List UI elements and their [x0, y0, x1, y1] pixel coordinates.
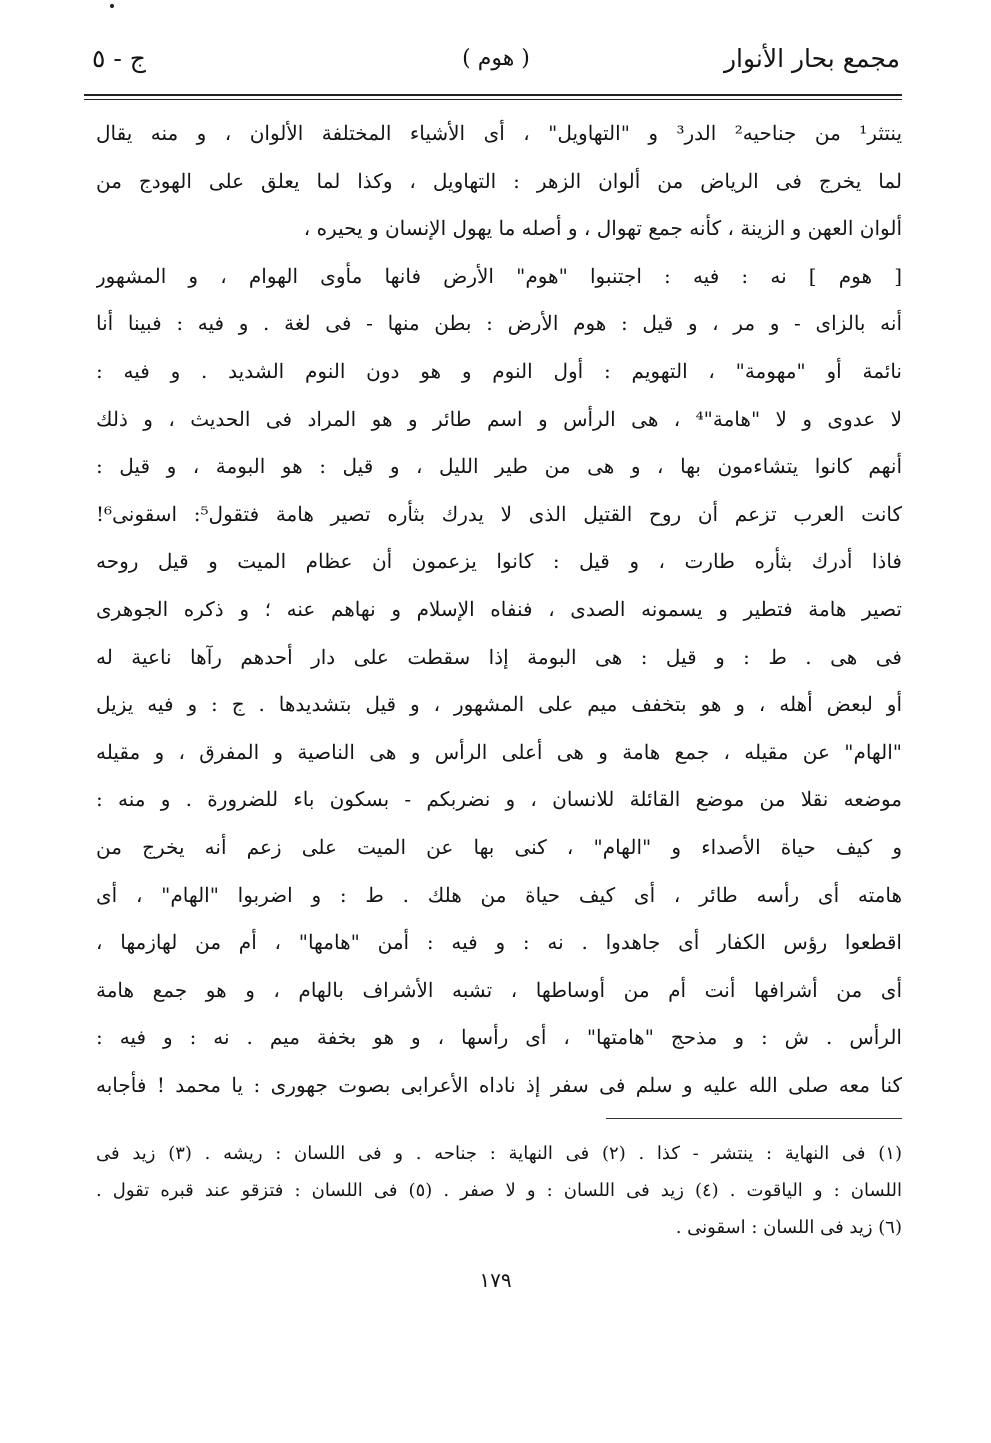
footnotes — [96, 1135, 902, 1246]
footnote-rule — [606, 1118, 902, 1119]
volume-marker: ج - ٥ — [92, 44, 146, 73]
header-rule — [84, 94, 902, 96]
text-line: ألوان العهن و الزينة ، كأنه جمع تهوال ، و أصله ما يهول الإنسان و يحيره ، — [303, 216, 902, 241]
header-rule-thin — [84, 99, 902, 100]
footnote-line: (٦) زيد فى اللسان : اسقونى . — [675, 1217, 902, 1238]
text-line: الرأس . ش : و مذحج "هامتها" ، أى رأسها ، و هو بخفة ميم . نه : و فيه : — [96, 1025, 902, 1050]
book-title: مجمع بحار الأنوار — [723, 44, 900, 73]
text-line: فاذا أدرك بثأره طارت ، و قيل : كانوا يزعمون أن عظام الميت و قيل روحه — [96, 549, 902, 574]
text-line: كانت العرب تزعم أن روح القتيل الذى لا يدرك بثأره تصير هامة فتقول⁵: اسقونى⁶! — [96, 501, 902, 526]
text-line: فى هى . ط : و قيل : هى البومة إذا سقطت على دار أحدهم رآها ناعية له — [96, 644, 902, 669]
ink-dot — [110, 4, 114, 8]
main-text — [96, 110, 902, 1109]
footnote-line: (١) فى النهاية : ينتشر - كذا . (٢) فى النهاية : جناحه . و فى اللسان : ريشه . (٣) زيد فى — [96, 1143, 902, 1164]
text-line: اقطعوا رؤس الكفار أى جاهدوا . نه : و فيه : أمن "هامها" ، أم من لهازمها ، — [96, 930, 902, 955]
entry-root: ( هوم ) — [462, 46, 530, 71]
text-line: هامته أى رأسه طائر ، أى كيف حياة من هلك . ط : و اضربوا "الهام" ، أى — [96, 882, 902, 907]
text-line: و كيف حياة الأصداء و "الهام" ، كنى بها عن الميت على زعم أنه يخرج من — [96, 834, 902, 859]
footnote-line: اللسان : و الياقوت . (٤) زيد فى اللسان : و لا صفر . (٥) فى اللسان : فتزقو عند قبره تقول . — [96, 1180, 902, 1201]
text-line: أى من أشرافها أنت أم من أوساطها ، تشبه الأشراف بالهام ، و هو جمع هامة — [96, 977, 902, 1002]
text-line: لما يخرج فى الرياض من ألوان الزهر : التهاويل ، وكذا لما يعلق على الهودج من — [96, 168, 902, 193]
text-line: نائمة أو "مهومة" ، التهويم : أول النوم و هو دون النوم الشديد . و فيه : — [96, 358, 902, 383]
page-number: ١٧٩ — [479, 1268, 512, 1292]
text-line: تصير هامة فتطير و يسمونه الصدى ، فنفاه الإسلام و نهاهم عنه ؛ و ذكره الجوهرى — [96, 596, 902, 621]
text-line: لا عدوى و لا "هامة"⁴ ، هى الرأس و اسم طائر و هو المراد فى الحديث ، و ذلك — [96, 406, 902, 431]
entry-heading-line: [ هوم ] نه : فيه : اجتنبوا "هوم" الأرض فانها مأوى الهوام ، و المشهور — [96, 263, 902, 288]
text-line: أو لبعض أهله ، و هو بتخفف ميم على المشهور ، و قيل بتشديدها . ج : و فيه يزيل — [96, 692, 902, 717]
text-line: أنه بالزاى - و مر ، و قيل : هوم الأرض : بطن منها - فى لغة . و فيه : فبينا أنا — [96, 311, 902, 336]
text-line: "الهام" عن مقيله ، جمع هامة و هى أعلى الرأس و هى الناصية و المفرق ، و مقيله — [96, 739, 902, 764]
text-line: موضعه نقلا من موضع القائلة للانسان ، و نضربكم - بسكون باء للضرورة . و منه : — [96, 787, 902, 812]
text-line: ينتثر¹ من جناحيه² الدر³ و "التهاويل" ، أى الأشياء المختلفة الألوان ، و منه يقال — [96, 121, 902, 145]
running-header — [92, 38, 900, 88]
text-line: أنهم كانوا يتشاءمون بها ، و هى من طير الليل ، و قيل : هو البومة ، و قيل : — [96, 454, 902, 479]
text-line: كنا معه صلى الله عليه و سلم فى سفر إذ ناداه الأعرابى بصوت جهورى : يا محمد ! فأجابه — [96, 1072, 902, 1097]
